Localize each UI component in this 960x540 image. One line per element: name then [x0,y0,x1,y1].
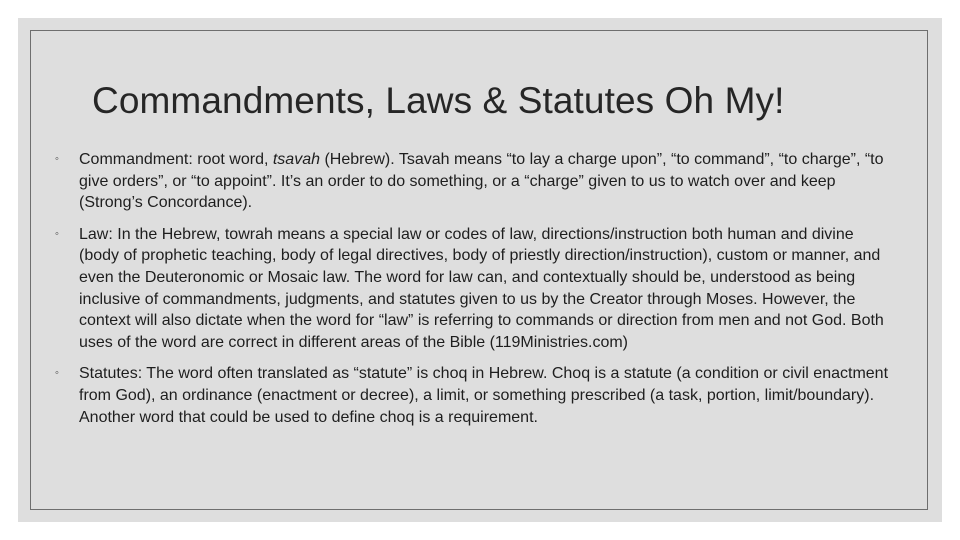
bullet-statutes [52,363,897,428]
slide [18,18,942,522]
bullet-commandment [52,149,897,214]
slide-title: Commandments, Laws & Statutes Oh My! [92,80,785,121]
bullet-commandment-text-cont: (Hebrew). Tsavah means “to lay a charge upon”, “to command”, “to charge”, “to give orders”, or “to appoint”. It’s an order to do something, or a “charge” given to us to watch over and keep (Strong’s Concordance). [79,151,884,212]
bullet-commandment-text: Commandment: root word, [79,151,273,168]
bullet-statutes-text: Statutes: The word often translated as “statute” is choq in Hebrew. Choq is a statute (a condition or civil enactment from God), an ordinance (enactment or decree), a limit, or something prescribed (a task, portion, limit/boundary). Another word that could be used to define choq is a requirement. [79,365,889,426]
bullet-circle-icon: ◦ [55,153,59,165]
bullet-list [52,149,897,438]
bullet-law [52,224,897,354]
bullet-circle-icon: ◦ [55,227,59,240]
bullet-commandment-term: tsavah [272,151,320,168]
bullet-circle-icon: ◦ [55,367,59,380]
bullet-law-text: Law: In the Hebrew, towrah means a special law or codes of law, directions/instruction both human and divine (body of prophetic teaching, body of legal directives, body of priestly direction/instruction), custom or manner, and even the Deuteronomic or Mosaic law. The word for law can, and contextually should be, understood as being inclusive of commandments, judgments, and statutes given to us by the Creator through Moses. However, the context will also dictate when the word for “law” is referring to commands or direction from men and not God. Both uses of the word are correct in different areas of the Bible (119Ministries.com) [79,225,884,352]
